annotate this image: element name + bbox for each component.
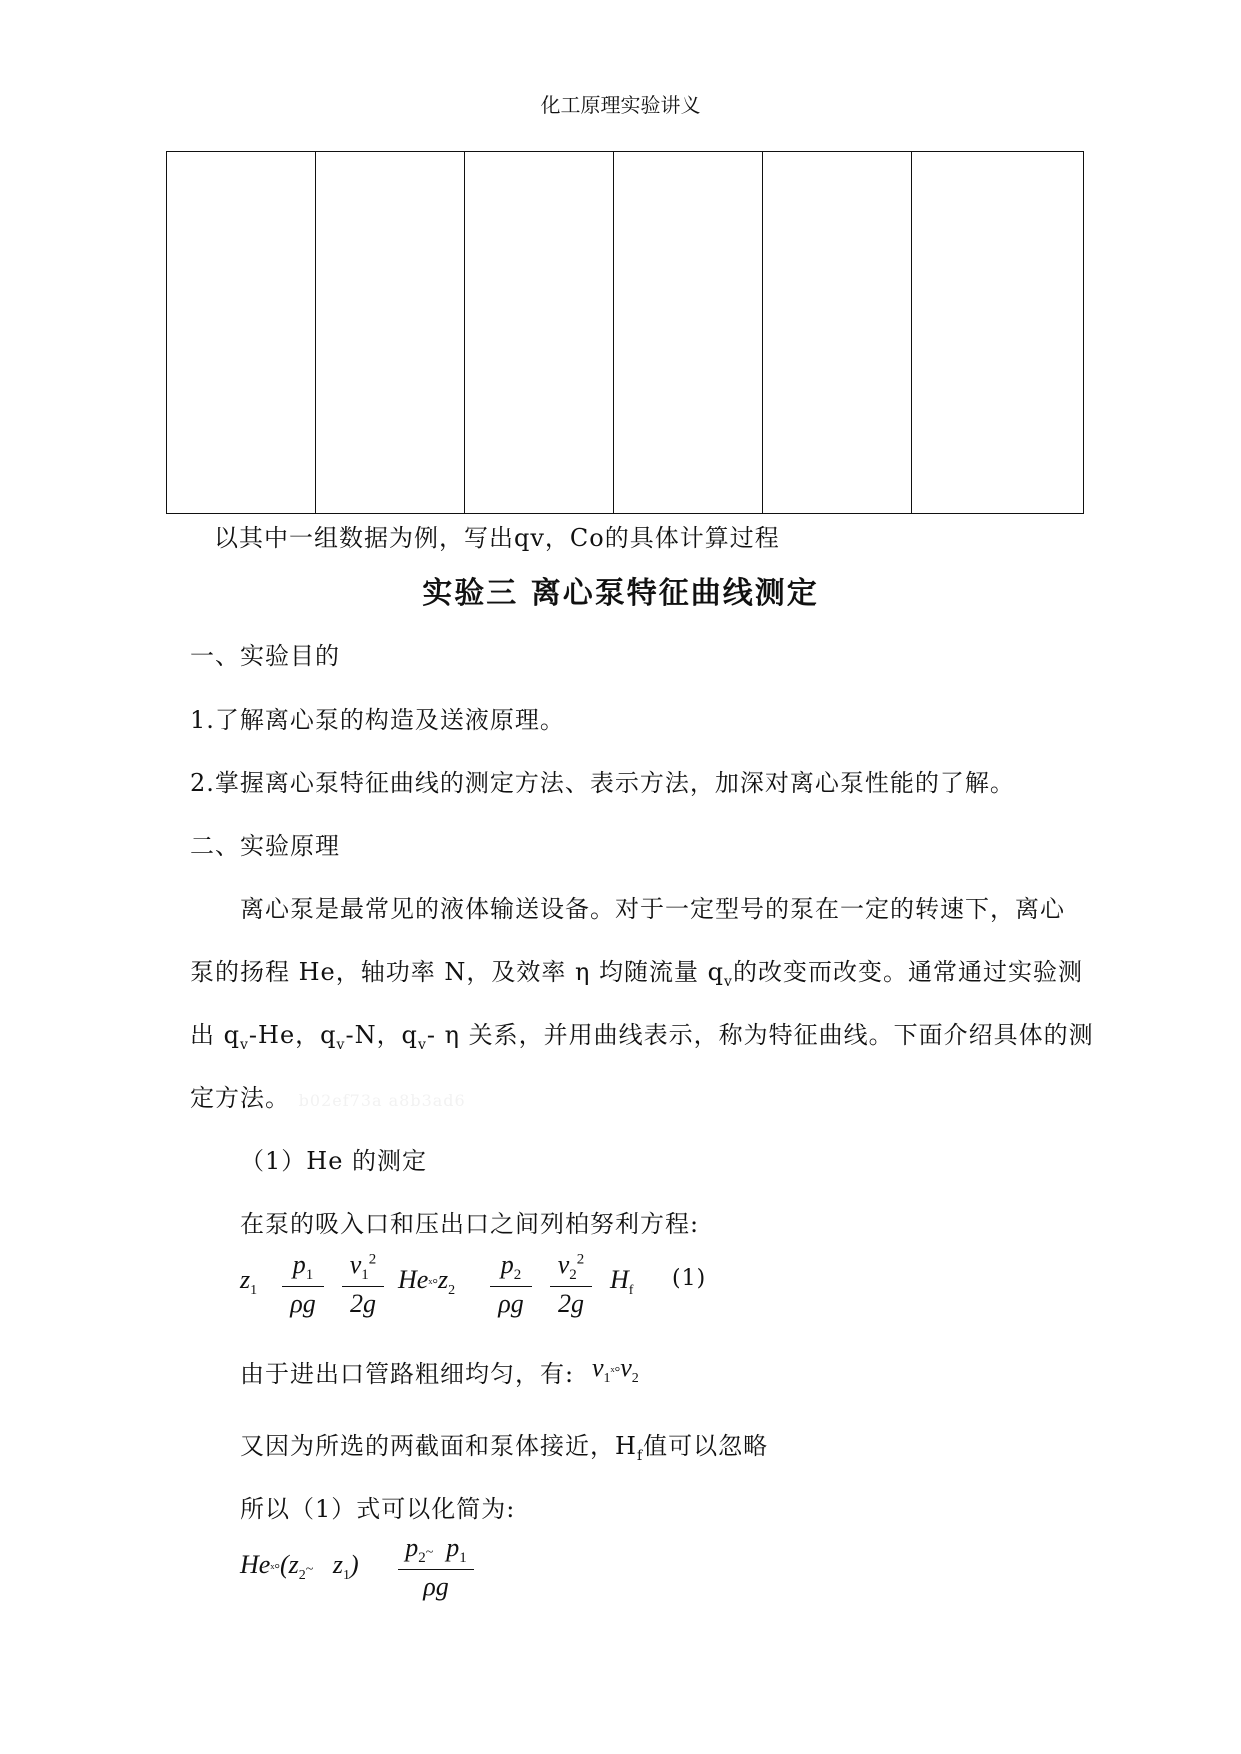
principle-heading: 二、实验原理 [190, 832, 340, 860]
eq-frac-v2: $\frac{v_2^2}{2g}$ [550, 1250, 592, 1319]
simplify-text: 所以（1）式可以化简为: [240, 1495, 516, 1523]
principle-paragraph-line-2: 泵的扬程 He，轴功率 N，及效率 η 均随流量 $q_v$的改变而改变。通常通过实验测 [190, 958, 1083, 990]
eq-frac-v1: $\frac{v_1^2}{2g}$ [342, 1250, 384, 1319]
table-cell [912, 152, 1084, 514]
bernoulli-intro: 在泵的吸入口和压出口之间列柏努利方程: [240, 1210, 700, 1238]
eq2-frac: $\frac{p_2\sim p_1}{\rho g}$ [398, 1533, 474, 1602]
experiment-title: 实验三 离心泵特征曲线测定 [422, 576, 819, 611]
eq-v1-v2: $v_1ˣ^\circ v_2$ [592, 1353, 639, 1387]
he-measurement-heading: （1）He 的测定 [240, 1147, 428, 1175]
table-cell [614, 152, 763, 514]
eq2-lhs: $Heˣ^\circ(z_2\sim$ $z_1$) [240, 1550, 359, 1584]
watermark: b02ef73a a8b3ad6 [298, 1091, 466, 1110]
principle-paragraph-line-1: 离心泵是最常见的液体输送设备。对于一定型号的泵在一定的转速下，离心 [240, 895, 1065, 923]
table-cell [167, 152, 316, 514]
pipe-uniform-text: 由于进出口管路粗细均匀，有: [240, 1360, 575, 1388]
eq-hf: $H_f$ [610, 1265, 634, 1299]
data-table [166, 151, 1084, 514]
principle-paragraph-line-3: 出 $q_v-He$，$q_v-N$，$q_v-$ η 关系，并用曲线表示，称为特征曲线。下面介绍具体的测 [190, 1021, 1094, 1053]
table-row [167, 152, 1084, 514]
page-header: 化工原理实验讲义 [540, 93, 701, 117]
eq-z1: $z_1$ [240, 1265, 258, 1299]
table-cell [316, 152, 465, 514]
purpose-item-2: 2.掌握离心泵特征曲线的测定方法、表示方法，加深对离心泵性能的了解。 [190, 769, 1015, 797]
eq-frac-p1: $\frac{p_1}{\rho g}$ [282, 1250, 324, 1319]
table-cell [465, 152, 614, 514]
table-caption: 以其中一组数据为例，写出qv，Co的具体计算过程 [214, 524, 780, 552]
table-cell [763, 152, 912, 514]
eq-frac-p2: $\frac{p_2}{\rho g}$ [490, 1250, 532, 1319]
purpose-heading: 一、实验目的 [190, 642, 340, 670]
hf-negligible-text: 又因为所选的两截面和泵体接近，$H_f$值可以忽略 [240, 1432, 769, 1464]
equation-number: (1) [672, 1266, 707, 1291]
eq-he: $Heˣ^\circ z_2$ [398, 1265, 456, 1299]
purpose-item-1: 1.了解离心泵的构造及送液原理。 [190, 706, 565, 734]
principle-paragraph-line-4: 定方法。 b02ef73a a8b3ad6 [190, 1084, 466, 1112]
